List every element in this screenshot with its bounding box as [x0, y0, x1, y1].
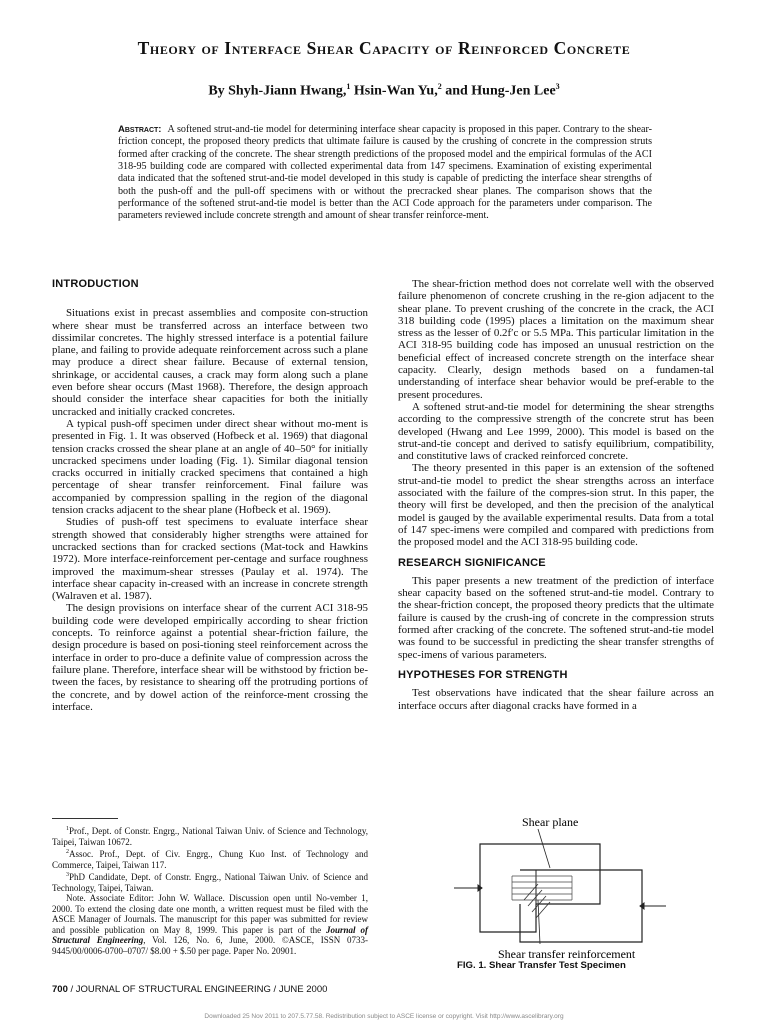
shear-transfer-reinforcement	[512, 876, 572, 900]
abstract-label: Abstract:	[118, 124, 162, 135]
shear-plane-leader	[538, 829, 550, 868]
footnote-2: Assoc. Prof., Dept. of Civ. Engrg., Chung Kuo Inst. of Technology and Commerce, Taipei, Taiwan 117.	[52, 849, 368, 870]
right-column	[398, 278, 714, 712]
abstract	[118, 124, 652, 223]
intro-paragraph-3: Studies of push-off test specimens to evaluate interface shear strength showed that considerably higher strengths were attained for uncracked sections than for cracked sections (Mat-tock and Hawkins 1972). More interface-reinforcement per-centage and surface roughness improved the maximum-shear stresses (Paulay et al. 1974). The interface shear capacity in-creased with an increase in concrete strength (Walraven et al. 1987).	[52, 516, 368, 603]
intro-paragraph-4: The design provisions on interface shear of the current ACI 318-95 building code were developed empirically according to shear friction concepts. To reinforce against a potential shear-friction failure, the design procedure is based on posi-tioning steel reinforcement across the interface in order to pro-duce a definite value of compression across the failure plane. Therefore, interface shear will be withstood by friction be-tween the faces, by resistance to shearing off the protruding portions of the concrete, and by dowel action of the reinforce-ment crossing the interface.	[52, 602, 368, 713]
author-2: Hsin-Wan Yu,	[350, 83, 438, 99]
intro-paragraph-2: A typical push-off specimen under direct shear without mo-ment is presented in Fig. 1. It was observed (Hofbeck et al. 1969) that diagonal tension cracks crossed the shear plane at an angle of 40–50° for initially uncracked specimens under loading (Fig. 1). Similar diagonal tension cracks occurred in initially cracked specimens that contained a high percentage of shear transfer reinforcement. Final failure was accompanied by compression spalling in the region of the diagonal tension cracks adjacent to the shear plane (Hofbeck et al. 1969).	[52, 417, 368, 517]
editor-note-a: Note. Associate Editor: John W. Wallace. Discussion open until No-vember 1, 2000. To extend the closing date one month, a written request must be filed with the ASCE Manager of Journals. The manuscript for this paper was submitted for review and possible publication on May 8, 1999. This paper is part of the	[52, 893, 368, 935]
reinforcement-leader	[538, 900, 540, 944]
paper-title: Theory of Interface Shear Capacity of Reinforced Concrete	[137, 38, 631, 58]
reinforcement-label: Shear transfer reinforcement	[498, 947, 636, 961]
hypotheses-heading: HYPOTHESES FOR STRENGTH	[398, 668, 568, 681]
author-line	[0, 82, 768, 100]
right-paragraph-3: The theory presented in this paper is an extension of the softened strut-and-tie model to predict the shear strengths across an interface associated with the failure of the compres-sion strut. In this paper, the theory will first be developed, and then the precision of the analytical model is gauged by the available experimental results. Data from a total of 147 spec-imens were compiled and compared with predictions from the proposed model and the ACI 318-95 building code.	[398, 462, 714, 549]
footnotes	[52, 824, 368, 957]
footnote-1: Prof., Dept. of Constr. Engrg., National Taiwan Univ. of Science and Technology, Taipei, Taiwan 10672.	[52, 826, 368, 847]
diagonal-cracks	[524, 884, 550, 918]
journal-footer: / JOURNAL OF STRUCTURAL ENGINEERING / JUNE 2000	[67, 984, 328, 995]
journal-name: Journal of Structural Engineering	[52, 924, 368, 946]
author-3-mark: 3	[555, 82, 560, 91]
load-arrows	[454, 885, 666, 909]
left-column	[52, 278, 368, 713]
footnote-2-mark: 2	[66, 849, 69, 856]
push-off-specimen-figure	[452, 812, 666, 962]
right-paragraph-4: This paper presents a new treatment of the prediction of interface shear capacity based on the softened strut-and-tie model. Contrary to the shear-friction concept, the proposed theory predicts that the ultimate failure is caused by the crush-ing of concrete in the compression struts formed after cracking of the concrete. The softened strut-and-tie model was found to be successful in predicting the shear transfer strengths of spec-imens of various parameters.	[398, 574, 714, 661]
footnote-1-mark: 1	[66, 826, 69, 832]
download-notice: Downloaded 25 Nov 2011 to 207.5.77.58. Redistribution subject to ASCE license or copyright. Visit http://www.ascelibrary.org	[204, 1013, 564, 1020]
footnote-rule	[52, 818, 118, 819]
footnote-3: PhD Candidate, Dept. of Constr. Engrg., National Taiwan Univ. of Science and Technology, Taipei, Taiwan.	[52, 872, 368, 893]
author-1-mark: 1	[346, 82, 351, 91]
author-1: By Shyh-Jiann Hwang,	[208, 83, 347, 99]
author-3: and Hung-Jen Lee	[441, 83, 556, 99]
right-paragraph-2: A softened strut-and-tie model for determining the shear strengths according to the compressive strength of the concrete strut has been developed (Hwang and Lee 1999, 2000). This model is based on the strut-and-tie concept and derived to satisfy equilibrium, compatibility, and constitutive laws of cracked reinforced concrete.	[398, 400, 714, 463]
figure-caption: FIG. 1. Shear Transfer Test Specimen	[457, 960, 626, 971]
footnote-3-mark: 3	[66, 872, 69, 879]
shear-plane-label: Shear plane	[522, 815, 579, 829]
right-paragraph-5: Test observations have indicated that the shear failure across an interface occurs after diagonal cracks have formed in a	[398, 687, 714, 712]
abstract-text: A softened strut-and-tie model for determining interface shear capacity is proposed in this paper. Contrary to the shear-friction concept, the proposed theory predicts that ultimate failure is caused by the crushing of concrete in the compression struts formed after cracking of the concrete. The shear strength predictions of the proposed model and the empirical formulas of the ACI 318-95 building code are compared with collected experimental data from 147 specimens. Examination of existing experimental data indicated that the softened strut-and-tie model developed in this study is capable of predicting the interface shear strengths of both the push-off and the pull-off specimens with or without the precracked shear planes. The comparison shows that the performance of the softened strut-and-tie model is better than the ACI Code approach for the parameters under comparison. The parameters reviewed include concrete strength and amount of shear transfer reinforce-ment.	[118, 124, 652, 222]
intro-paragraph-1: Situations exist in precast assemblies and composite con-struction where shear must be transferred across an interface between two dissimilar concretes. The highly stressed interface is a potential failure plane, and failing to provide adequate reinforcement across such a plane may produce a direct shear failure. Because of external tension, shrinkage, or accidental causes, a crack may form along such a plane even before shear occurs (Mast 1968). Therefore, the design approach should consider the interface shear capacities for both the initially uncracked and initially cracked concretes.	[52, 307, 368, 418]
page-footer	[52, 984, 327, 995]
introduction-heading: INTRODUCTION	[52, 278, 139, 290]
editor-note-b: , Vol. 126, No. 6, June, 2000. ©ASCE, ISSN 0733-9445/00/0006-0700–0707/ $8.00 + $.50 per page. Paper No. 20901.	[52, 935, 368, 957]
right-paragraph-1: The shear-friction method does not correlate well with the observed failure phenomenon of concrete crushing in the re-gion adjacent to the shear plane. To prevent crushing of the concrete in the crack, the ACI 318 building code (1995) places a limitation on the maximum shear stress as the lesser of 0.2f′c or 5.5 MPa. This particular limitation in the ACI 318-95 building code has imposed an unusual restriction on the beneficial effect of increased concrete strength on the interface shear capacity. Clearly, design methods based on a fundamen-tal understanding of interface shear behavior would be pref-erable to the present procedures.	[398, 278, 714, 401]
page-number: 700	[52, 984, 68, 995]
author-2-mark: 2	[437, 82, 442, 91]
research-significance-heading: RESEARCH SIGNIFICANCE	[398, 556, 546, 569]
